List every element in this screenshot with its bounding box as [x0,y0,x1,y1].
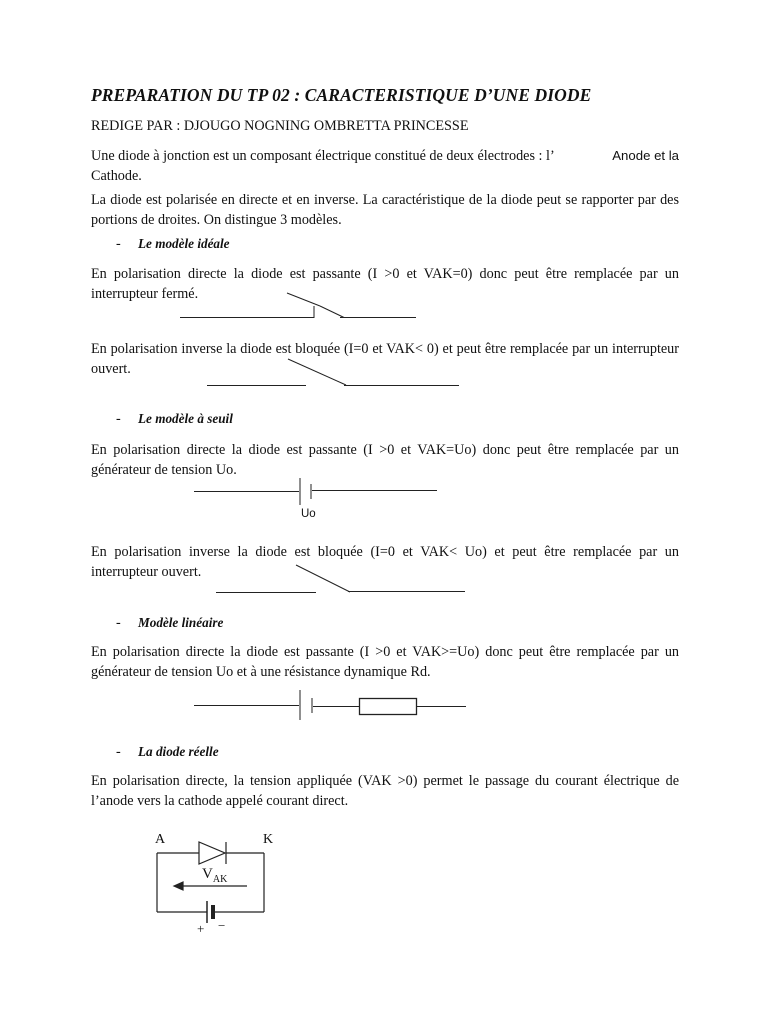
anode-cathode-term: Anode et la [612,148,679,163]
seuil-direct-text: En polarisation directe la diode est passante (I >0 et VAK=Uo) donc peut être remplacée par un générateur de tension Uo. [91,442,679,478]
author-line: REDIGE PAR : DJOUGO NOGNING OMBRETTA PRINCESSE [91,118,469,134]
section-reelle-heading: - La diode réelle [116,744,219,760]
ideal-direct-text: En polarisation directe la diode est passante (I >0 et VAK=0) donc peut être remplacée par un interrupteur fermé. [91,266,679,302]
vak-label: $V_{AK}$ [202,866,228,885]
plus-label: + [197,921,205,936]
ideal-inverse-text: En polarisation inverse la diode est bloquée (I=0 et VAK< 0) et peut être remplacée par un interrupteur ouvert. [91,341,679,377]
intro-text: Une diode à jonction est un composant électrique constitué de deux électrodes : l’ [91,148,555,164]
anode-label: A [155,832,166,847]
document-title: PREPARATION DU TP 02 : CARACTERISTIQUE D’UNE DIODE [91,85,592,105]
minus-label: − [218,918,226,933]
cathode-label: K [263,832,274,847]
lineaire-direct-text: En polarisation directe la diode est passante (I >0 et VAK>=Uo) donc peut être remplacée par un générateur de tension Uo et à une résistance dynamique Rd. [91,644,679,680]
uo-source-label: Uo [301,508,316,520]
diode-symbol [199,842,225,864]
intro-line2: Cathode. [91,168,142,184]
section-seuil-heading: - Le modèle à seuil [116,411,233,427]
section-lineaire-heading: - Modèle linéaire [116,615,224,631]
section-ideal-heading: - Le modèle idéale [116,236,230,252]
seuil-inverse-text: En polarisation inverse la diode est bloquée (I=0 et VAK< Uo) et peut être remplacée par un interrupteur ouvert. [91,544,679,580]
reelle-direct-text: En polarisation directe, la tension appliquée (VAK >0) permet le passage du courant électrique de l’anode vers la cathode appelé courant direct. [91,773,679,809]
models-paragraph: La diode est polarisée en directe et en inverse. La caractéristique de la diode peut se rapporter par des portions de droites. On distingue 3 modèles. [91,192,679,228]
